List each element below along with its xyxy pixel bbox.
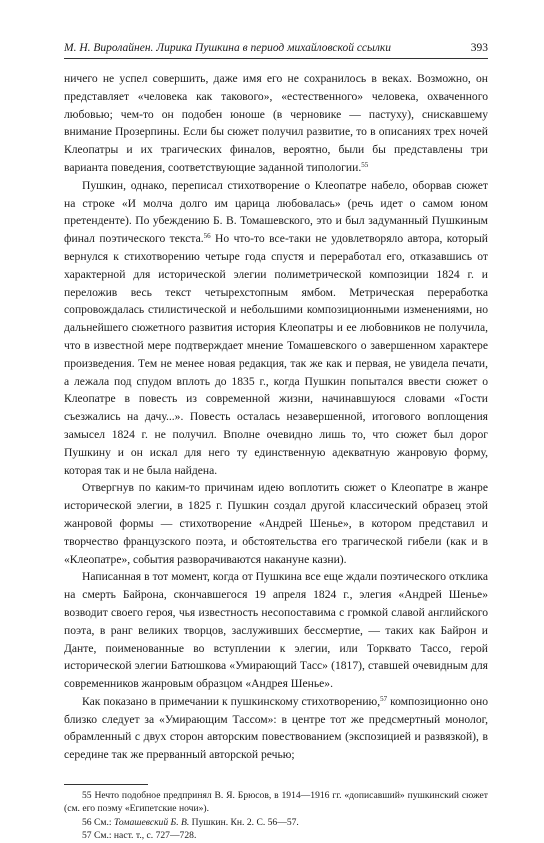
page-number: 393 [470, 42, 488, 54]
paragraph: Как показано в примечании к пушкинскому стихотворению,$^{57}$ композиционно оно близко следует за «Умирающим Тассом»: в центре тот же предсмертный монолог, обрамленный с двух сторон авторским повествованием (экспозицией и развязкой), в середине так же прерванный авторской речью; [64, 694, 488, 762]
footnote-ref: 55 [361, 160, 369, 169]
footnote-divider [64, 784, 148, 785]
footnote-ref: 57 [380, 694, 388, 703]
footnote-ref: 56 [203, 232, 211, 241]
running-title: М. Н. Виролайнен. Лирика Пушкина в период михайловской ссылки [64, 42, 391, 54]
paragraph: Пушкин, однако, переписал стихотворение о Клеопатре набело, оборвав сюжет на строке «И молча долго им царица любовалась» (речь идет о самом юном претенденте). По убеждению Б. В. Томашевского, это и был задуманный Пушкиным финал поэтического текста.$^{56}$ Но что-то все-таки не удовлетворяло автора, который вернулся к стихотворению четыре года спустя и переработал его, отказавшись от характерной для исторической элегии полиметрической композиции 1824 г. и переложив весь текст четырехстопным ямбом. Метрическая переработка сопровождалась стилистической и небольшими композиционными изменениями, но дальнейшего сюжетного развития история Клеопатры и ее любовников не получила, что в известной мере подтверждает мнение Томашевского о завершенном характере произведения. Тем не менее новая редакция, так же как и первая, не увидела печати, а лежала под спудом вплоть до 1835 г., когда Пушкин попытался ввести сюжет о Клеопатре в повесть из современной жизни, начинавшуюся словами «Гости съезжались на дачу...». Повесть осталась незавершенной, итогового воплощения замысел 1824 г. не получил. Вполне очевидно лишь то, что сюжет был дорог Пушкину и он искал для него ту единственную адекватную жанровую форму, которая так и не была найдена. [64, 178, 488, 477]
page [64, 42, 488, 843]
footnote: 57 См.: наст. т., с. 727—728. [82, 830, 197, 842]
running-header [64, 42, 488, 59]
paragraph: Отвергнув по каким-то причинам идею воплотить сюжет о Клеопатре в жанре исторической элегии, в 1825 г. Пушкин создал другой классический образец этой жанровой формы — стихотворение «Андрей Шенье», в котором представил и творчество французского поэта, и обстоятельства его трагической гибели (как и в «Клеопатре», события разворачиваются накануне казни). [64, 481, 488, 566]
footnote: 55 Нечто подобное предпринял В. Я. Брюсов, в 1914—1916 гг. «дописавший» пушкинский сюжет (см. его поэму «Египетские ночи»). [64, 790, 488, 815]
footnotes [64, 789, 488, 843]
paragraph: Написанная в тот момент, когда от Пушкина все еще ждали поэтического отклика на смерть Байрона, скончавшегося 19 апреля 1824 г., элегия «Андрей Шенье» возводит своего героя, чья известность несопоставима с громкой славой английского поэта, в ранг великих творцов, заслуживших бессмертие, — таких как Байрон и Данте, поименованные во вступлении к элегии, или Торквато Тассо, герой исторической элегии Батюшкова «Умирающий Тасс» (1817), ставшей очевидным для современников жанровым образцом «Андрея Шенье». [64, 570, 488, 691]
italic-author: Томашевский Б. В. [113, 816, 190, 828]
paragraph: ничего не успел совершить, даже имя его не сохранилось в веках. Возможно, он представляет «человека как такового», «естественного» человека, охваченного любовью; чем-то он подобен юноше (в черновике — пастуху), снискавшему внимание Прозерпины. Если бы сюжет получил развитие, то в описаниях трех ночей Клеопатры и их трагических финалов, вероятно, были бы представлены три варианта поведения, соответствующие заданной типологии.$^{55}$ [64, 72, 488, 174]
body-text [64, 70, 488, 764]
footnote: 56 См.: Томашевский Б. В. Пушкин. Кн. 2. С. 56—57. [82, 816, 299, 828]
